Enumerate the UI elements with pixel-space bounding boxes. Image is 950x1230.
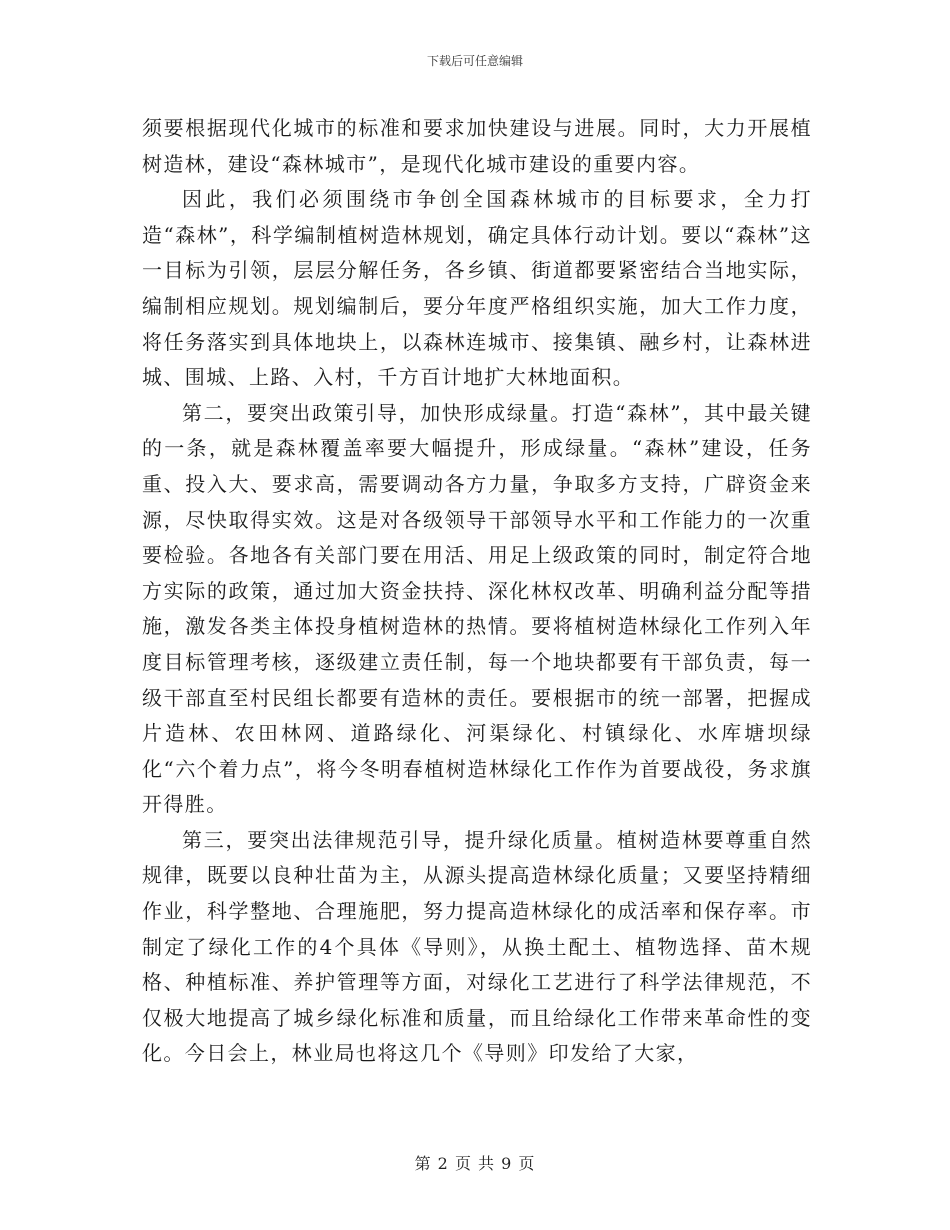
- paragraph-1: 须要根据现代化城市的标准和要求加快建设与进展。同时，大力开展植树造林，建设“森林城市”，是现代化城市建设的重要内容。: [142, 116, 812, 176]
- paragraph-4: 第三，要突出法律规范引导，提升绿化质量。植树造林要尊重自然规律，既要以良种壮苗为主，从源头提高造林绿化质量；又要坚持精细作业，科学整地、合理施肥，努力提高造林绿化的成活率和保存率。市制定了绿化工作的4个具体《导则》，从换土配土、植物选择、苗木规格、种植标准、养护管理等方面，对绿化工艺进行了科学法律规范，不仅极大地提高了城乡绿化标准和质量，而且给绿化工作带来革命性的变化。今日会上，林业局也将这几个《导则》印发给了大家，: [142, 827, 812, 1066]
- document-body: [142, 111, 812, 1072]
- paragraph-2: 因此，我们必须围绕市争创全国森林城市的目标要求，全力打造“森林”，科学编制植树造林规划，确定具体行动计划。要以“森林”这一目标为引领，层层分解任务，各乡镇、街道都要紧密结合当地实际，编制相应规划。规划编制后，要分年度严格组织实施，加大工作力度，将任务落实到具体地块上，以森林连城市、接集镇、融乡村，让森林进城、围城、上路、入村，千方百计地扩大林地面积。: [142, 187, 812, 390]
- paragraph-3: 第二，要突出政策引导，加快形成绿量。打造“森林”，其中最关键的一条，就是森林覆盖率要大幅提升，形成绿量。“森林”建设，任务重、投入大、要求高，需要调动各方力量，争取多方支持，广辟资金来源，尽快取得实效。这是对各级领导干部领导水平和工作能力的一次重要检验。各地各有关部门要在用活、用足上级政策的同时，制定符合地方实际的政策，通过加大资金扶持、深化林权改革、明确利益分配等措施，激发各类主体投身植树造林的热情。要将植树造林绿化工作列入年度目标管理考核，逐级建立责任制，每一个地块都要有干部负责，每一级干部直至村民组长都要有造林的责任。要根据市的统一部署，把握成片造林、农田林网、道路绿化、河渠绿化、村镇绿化、水库塘坝绿化“六个着力点”，将今冬明春植树造林绿化工作作为首要战役，务求旗开得胜。: [142, 400, 812, 817]
- page-header: 下载后可任意编辑: [426, 54, 523, 68]
- page-number-footer: 第 2 页 共 9 页: [414, 1154, 536, 1173]
